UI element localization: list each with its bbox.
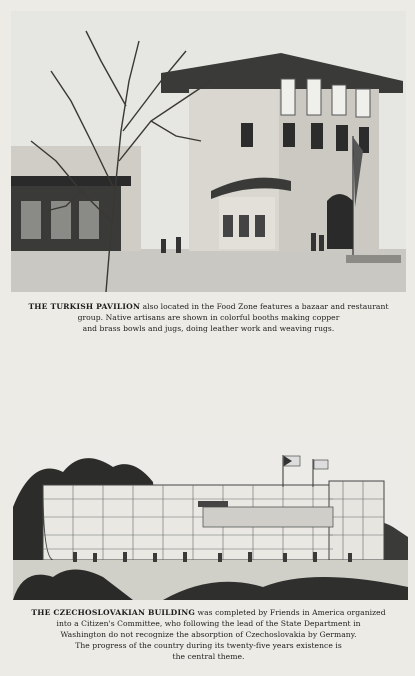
turkish-pavilion-illustration: [11, 11, 406, 292]
caption-lead: THE CZECHOSLOVAKIAN BUILDING: [31, 608, 196, 617]
caption-line: [20, 607, 397, 618]
czechoslovakian-building-caption: [20, 607, 397, 662]
czechoslovakian-building-illustration: [13, 437, 408, 600]
caption-line: group. Native artisans are shown in colorful booths making copper: [77, 313, 340, 322]
caption-line: The progress of the country during its twenty-five years existence is: [75, 641, 342, 650]
turkish-pavilion-caption: [20, 301, 397, 334]
caption-lead: THE TURKISH PAVILION: [28, 302, 141, 311]
caption-text: was completed by Friends in America organized: [195, 608, 386, 617]
caption-line: and brass bowls and jugs, doing leather work and weaving rugs.: [82, 324, 335, 333]
caption-line: [20, 301, 397, 312]
caption-text: also located in the Food Zone features a bazaar and restaurant: [140, 302, 389, 311]
caption-line: into a Citizen's Committee, who following the lead of the State Department in: [56, 619, 361, 628]
caption-line: Washington do not recognize the absorption of Czechoslovakia by Germany.: [60, 630, 357, 639]
turkish-pavilion-photo: [11, 11, 406, 292]
caption-line: the central theme.: [172, 652, 245, 661]
czechoslovakian-building-photo: [13, 437, 408, 600]
